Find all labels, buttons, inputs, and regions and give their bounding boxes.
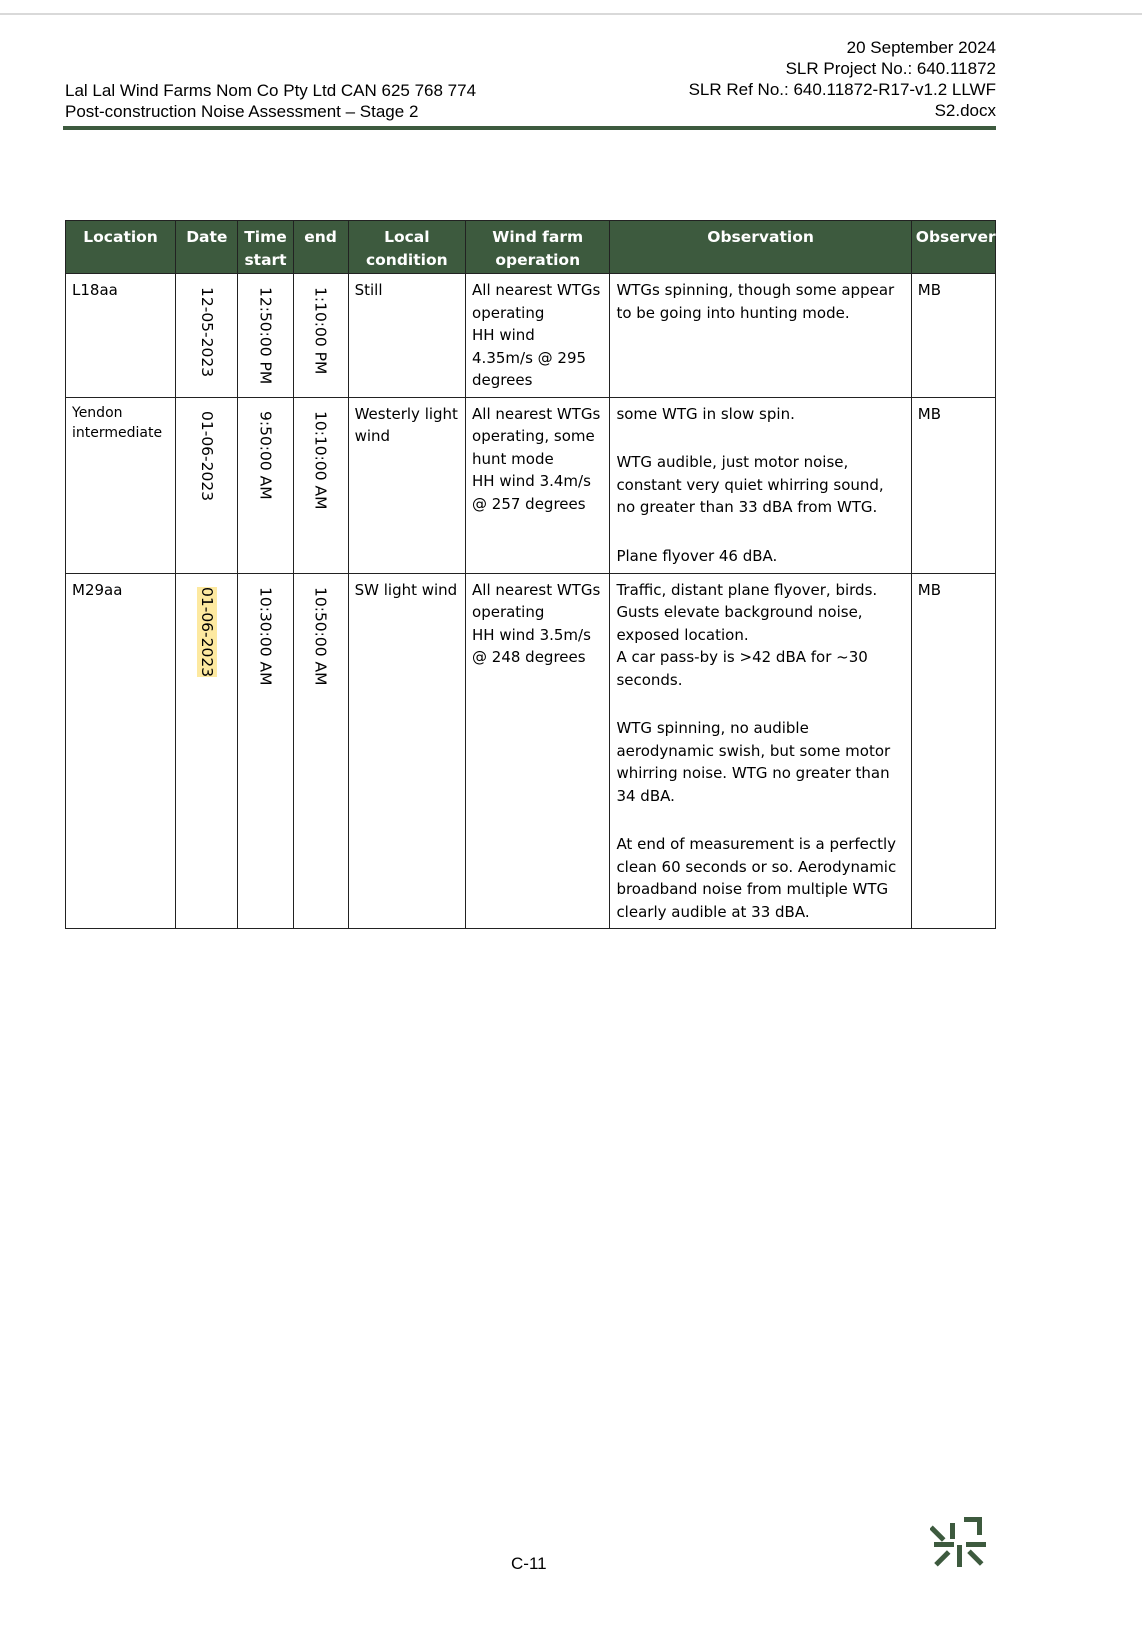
cell-location: L18aa <box>66 274 176 398</box>
header-report-title: Post-construction Noise Assessment – Stage 2 <box>65 102 419 121</box>
cell-observer: MB <box>911 573 995 929</box>
observation-table <box>65 220 996 929</box>
cell-date <box>176 573 238 929</box>
cell-operation: All nearest WTGs operating HH wind 3.5m/s @ 248 degrees <box>466 573 610 929</box>
cell-operation: All nearest WTGs operating HH wind 4.35m/s @ 295 degrees <box>466 274 610 398</box>
cell-end: 10:10:00 AM <box>293 397 348 573</box>
cell-observer: MB <box>911 274 995 398</box>
cell-date: 12-05-2023 <box>176 274 238 398</box>
cell-observer: MB <box>911 397 995 573</box>
header-title-block <box>65 80 476 122</box>
col-header-location: Location <box>66 221 176 274</box>
header-date: 20 September 2024 <box>846 38 996 57</box>
col-header-local-condition: Local condition <box>348 221 465 274</box>
cell-location: Yendon intermediate <box>66 397 176 573</box>
cell-observation: some WTG in slow spin. WTG audible, just motor noise, constant very quiet whirring sound, no greater than 33 dBA from WTG. Plane flyover 46 dBA. <box>610 397 911 573</box>
cell-time-start: 12:50:00 PM <box>238 274 293 398</box>
cell-end: 1:10:00 PM <box>293 274 348 398</box>
table-header-row <box>66 221 996 274</box>
cell-operation: All nearest WTGs operating, some hunt mode HH wind 3.4m/s @ 257 degrees <box>466 397 610 573</box>
table-row <box>66 573 996 929</box>
cell-time-start: 9:50:00 AM <box>238 397 293 573</box>
slr-logo-icon <box>930 1515 990 1580</box>
cell-date: 01-06-2023 <box>176 397 238 573</box>
cell-end: 10:50:00 AM <box>293 573 348 929</box>
header-project-no: SLR Project No.: 640.11872 <box>785 59 996 78</box>
cell-local-condition: SW light wind <box>348 573 465 929</box>
col-header-observation: Observation <box>610 221 911 274</box>
col-header-end: end <box>293 221 348 274</box>
cell-local-condition: Still <box>348 274 465 398</box>
header-ref-line1: SLR Ref No.: 640.11872-R17-v1.2 LLWF <box>688 80 996 99</box>
table-row <box>66 397 996 573</box>
cell-observation: Traffic, distant plane flyover, birds. Gusts elevate background noise, exposed location. A car pass-by is >42 dBA for ~30 seconds. WTG spinning, no audible aerodynamic swish, but some motor whirring noise. WTG no greater than 34 dBA. At end of measurement is a perfectly clean 60 seconds or so. Aerodynamic broadband noise from multiple WTG clearly audible at 33 dBA. <box>610 573 911 929</box>
header-rule <box>63 126 996 130</box>
cell-observation: WTGs spinning, though some appear to be going into hunting mode. <box>610 274 911 398</box>
header-reference-block <box>689 37 996 121</box>
header-company: Lal Lal Wind Farms Nom Co Pty Ltd CAN 625 768 774 <box>65 81 477 100</box>
top-border <box>0 13 1142 15</box>
cell-time-start: 10:30:00 AM <box>238 573 293 929</box>
col-header-operation: Wind farm operation <box>466 221 610 274</box>
cell-location: M29aa <box>66 573 176 929</box>
col-header-time-start: Time start <box>238 221 293 274</box>
highlighted-date: 01-06-2023 <box>197 586 216 677</box>
col-header-date: Date <box>176 221 238 274</box>
page-number: C-11 <box>511 1554 547 1573</box>
col-header-observer: Observer <box>911 221 995 274</box>
cell-local-condition: Westerly light wind <box>348 397 465 573</box>
table-row <box>66 274 996 398</box>
header-ref-line2: S2.docx <box>934 101 996 120</box>
